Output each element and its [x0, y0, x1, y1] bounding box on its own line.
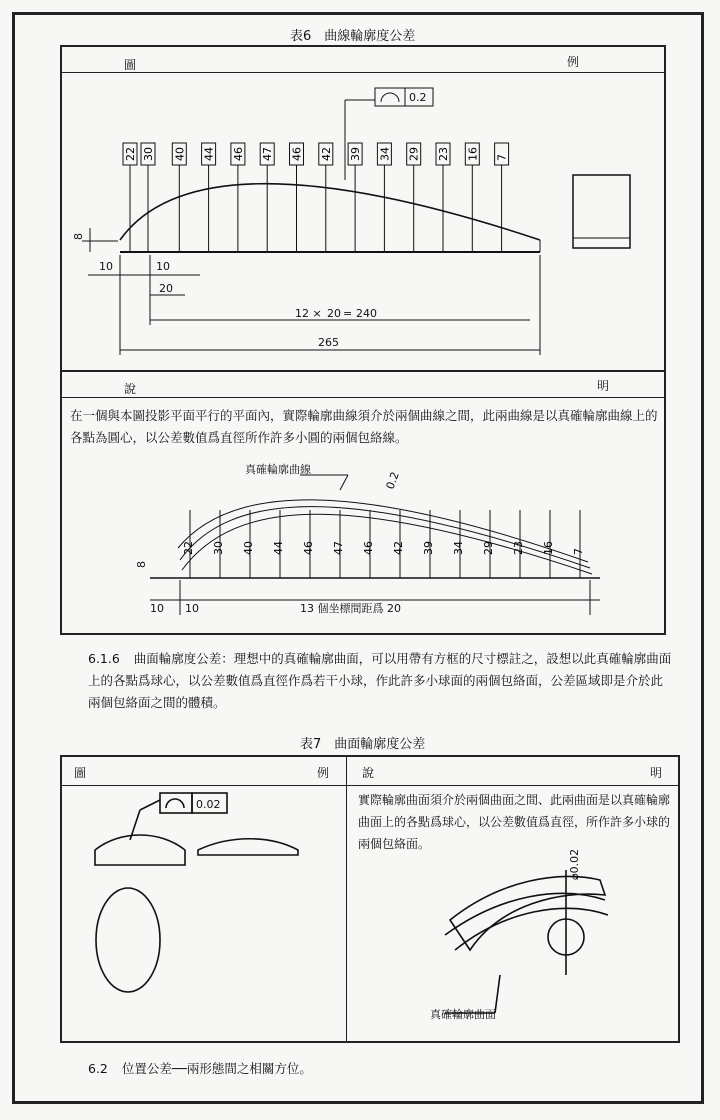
t7-tolerance: 0.02	[196, 798, 221, 811]
svg-text:44: 44	[272, 541, 285, 555]
svg-text:34: 34	[378, 147, 392, 161]
fig2-ordinate-29	[482, 510, 495, 578]
section-6-2	[88, 1058, 312, 1080]
fig2-spacing: 13 個坐標間距爲 20	[300, 602, 401, 615]
ordinate-46	[231, 143, 245, 252]
svg-text:46: 46	[362, 541, 375, 555]
svg-text:39: 39	[349, 147, 363, 161]
ordinate-7	[495, 143, 509, 252]
ordinate-29	[407, 143, 421, 252]
header-right: 例	[567, 55, 580, 69]
svg-text:46: 46	[231, 147, 245, 161]
ordinate-22	[123, 143, 137, 252]
svg-text:42: 42	[392, 541, 405, 555]
pitch-eq: =	[343, 307, 353, 320]
ordinate-39	[348, 143, 362, 252]
t7-header-mid: 例	[317, 766, 330, 780]
svg-text:22: 22	[182, 541, 195, 555]
svg-text:22: 22	[124, 147, 137, 161]
explain-right: 明	[597, 379, 610, 393]
svg-text:39: 39	[422, 541, 435, 555]
ordinate-23	[436, 143, 450, 252]
pitch-value: 20	[327, 307, 341, 320]
t7-header-right: 明	[650, 766, 663, 780]
table6-description: 在一個與本圖投影平面平行的平面內，實際輪廓曲線須介於兩個曲線之間，此兩曲線是以真確輪廓曲線上的各點為圓心，以公差數值爲直徑所作許多小圓的兩個包絡線。	[70, 408, 658, 445]
svg-text:16: 16	[466, 147, 480, 161]
fig2-ordinate-30	[212, 510, 225, 578]
fig2-ordinate-42	[392, 510, 405, 578]
svg-text:30: 30	[142, 147, 155, 161]
ordinate-47	[260, 143, 274, 252]
surface-label: 真確輪廓曲面	[430, 1008, 496, 1021]
ordinate-40	[172, 143, 186, 252]
fig2-ordinate-34	[452, 510, 465, 578]
pitch-total: 240	[356, 307, 377, 320]
svg-text:29: 29	[407, 147, 421, 161]
svg-text:42: 42	[319, 147, 333, 161]
explain-left: 說	[124, 382, 137, 396]
fig2-dim-10a: 10	[150, 602, 164, 615]
svg-text:44: 44	[202, 147, 216, 161]
svg-text:30: 30	[212, 541, 225, 555]
svg-text:40: 40	[242, 541, 255, 555]
dim-10a: 10	[99, 260, 113, 273]
fig2-ordinate-16	[542, 510, 555, 578]
section-number: 6.1.6	[88, 651, 120, 666]
fig2-dim-8: 8	[135, 561, 148, 568]
table6-title: 表6 曲線輪廓度公差	[290, 29, 416, 44]
svg-text:7: 7	[495, 154, 509, 161]
svg-text:34: 34	[452, 541, 465, 555]
true-profile-label: 真確輪廓曲線	[245, 463, 311, 476]
svg-text:29: 29	[482, 541, 495, 555]
svg-text:47: 47	[261, 147, 275, 161]
dim-8: 8	[72, 233, 85, 240]
section-6-1-6	[88, 648, 673, 714]
fig2-ordinate-23	[512, 510, 525, 578]
t7-description: 實際輪廓曲面須介於兩個曲面之間、此兩曲面是以真確輪廓曲面上的各點爲球心，以公差數值爲直徑，所作許多小球的兩個包絡面。	[358, 793, 671, 851]
ordinate-30	[141, 143, 155, 252]
tolerance-value: 0.2	[409, 91, 427, 104]
ordinate-16	[465, 143, 479, 252]
sphere-label: ⌀0.02	[568, 848, 581, 880]
fig2-tolerance: 0.2	[383, 470, 402, 492]
svg-text:40: 40	[173, 147, 187, 161]
ordinate-42	[319, 143, 333, 252]
fig2-ordinate-40	[242, 510, 255, 578]
svg-text:7: 7	[572, 548, 585, 555]
t7-header-left: 圖	[74, 766, 87, 780]
svg-text:47: 47	[332, 541, 345, 555]
dim-10b: 10	[156, 260, 170, 273]
table7-title: 表7 曲面輪廓度公差	[300, 737, 426, 752]
header-left: 圖	[124, 58, 137, 72]
t7-header-explain: 說	[362, 766, 375, 780]
overall-dim: 265	[318, 336, 339, 349]
section-text: 曲面輪廓度公差：理想中的真確輪廓曲面，可以用帶有方框的尺寸標註之，設想以此真確輪廓曲面上的各點爲球心，以公差數值爲直徑作爲若干小球，作此許多小球面的兩個包絡面，公差區域即是介於此兩個包絡面之間的體積。	[88, 651, 672, 710]
svg-text:16: 16	[542, 541, 555, 555]
svg-text:46: 46	[290, 147, 304, 161]
ordinate-46	[290, 143, 304, 252]
table7	[60, 755, 680, 1043]
fig2-dim-10b: 10	[185, 602, 199, 615]
profile-curve	[120, 184, 540, 240]
footer-text: 位置公差──兩形態間之相關方位。	[121, 1061, 312, 1076]
svg-text:23: 23	[437, 147, 450, 161]
ordinate-44	[202, 143, 216, 252]
pitch-prefix: 12 ×	[295, 307, 322, 320]
fig2-ordinate-46	[302, 510, 315, 578]
svg-text:23: 23	[512, 541, 525, 555]
side-view-rect	[573, 175, 630, 248]
svg-text:46: 46	[302, 541, 315, 555]
fig2-ordinate-44	[272, 510, 285, 578]
fig2-ordinate-46	[362, 510, 375, 578]
footer-number: 6.2	[88, 1061, 108, 1076]
dim-20: 20	[159, 282, 173, 295]
fig2-ordinate-47	[332, 510, 345, 578]
